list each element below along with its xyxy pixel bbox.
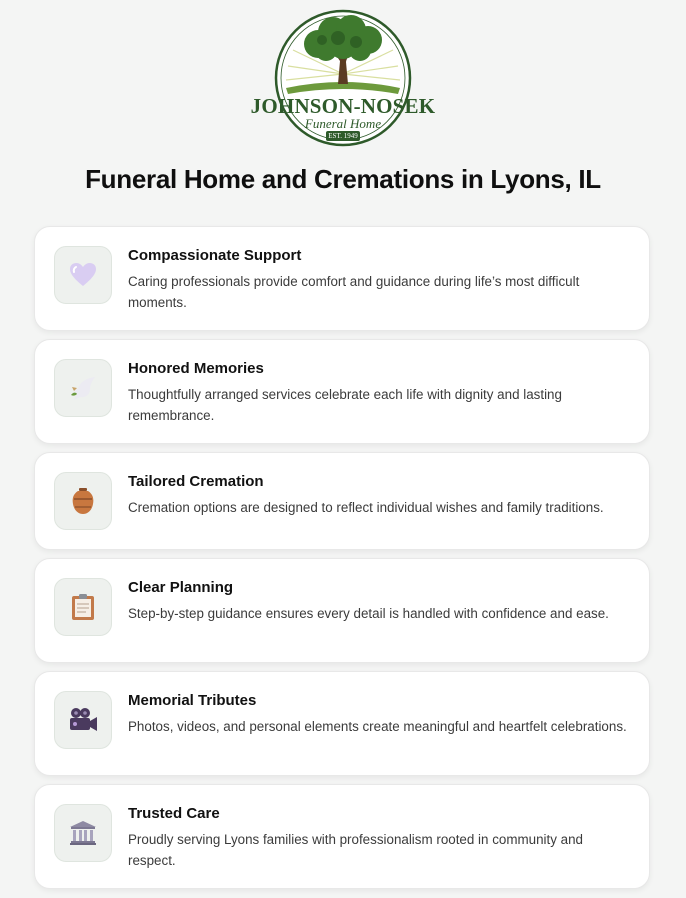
- dove-icon: [54, 359, 112, 417]
- feature-card-tailored-cremation: [34, 452, 650, 550]
- feature-title: Clear Planning: [128, 579, 234, 596]
- feature-description: Cremation options are designed to reflect individual wishes and family traditions.: [128, 500, 604, 515]
- feature-card-memorial-tributes: [34, 671, 650, 776]
- feature-description: Step-by-step guidance ensures every detail is handled with confidence and ease.: [128, 606, 609, 621]
- feature-description: Photos, videos, and personal elements create meaningful and heartfelt celebrations.: [128, 719, 627, 734]
- feature-description: Proudly serving Lyons families with professionalism rooted in community and respect.: [128, 832, 583, 868]
- feature-title: Compassionate Support: [128, 247, 302, 264]
- feature-card-compassionate-support: [34, 226, 650, 331]
- logo-subtitle: Funeral Home: [304, 116, 382, 131]
- feature-card-clear-planning: [34, 558, 650, 663]
- movie-camera-icon: [54, 691, 112, 749]
- logo-established-badge: EST. 1949: [326, 131, 360, 141]
- classical-building-icon: [54, 804, 112, 862]
- feature-title: Memorial Tributes: [128, 692, 257, 709]
- feature-card-honored-memories: [34, 339, 650, 444]
- page-title: Funeral Home and Cremations in Lyons, IL: [85, 164, 601, 194]
- feature-title: Tailored Cremation: [128, 473, 264, 490]
- logo-brand-name: JOHNSON-NOSEK: [250, 94, 436, 118]
- urn-icon: [54, 472, 112, 530]
- feature-card-trusted-care: [34, 784, 650, 889]
- feature-title: Honored Memories: [128, 360, 264, 377]
- funeral-home-logo[interactable]: [248, 6, 438, 150]
- feature-description: Thoughtfully arranged services celebrate each life with dignity and lasting remembrance.: [128, 387, 562, 423]
- feature-title: Trusted Care: [128, 805, 220, 822]
- heart-icon: [54, 246, 112, 304]
- clipboard-icon: [54, 578, 112, 636]
- feature-description: Caring professionals provide comfort and guidance during life’s most difficult moments.: [128, 274, 580, 310]
